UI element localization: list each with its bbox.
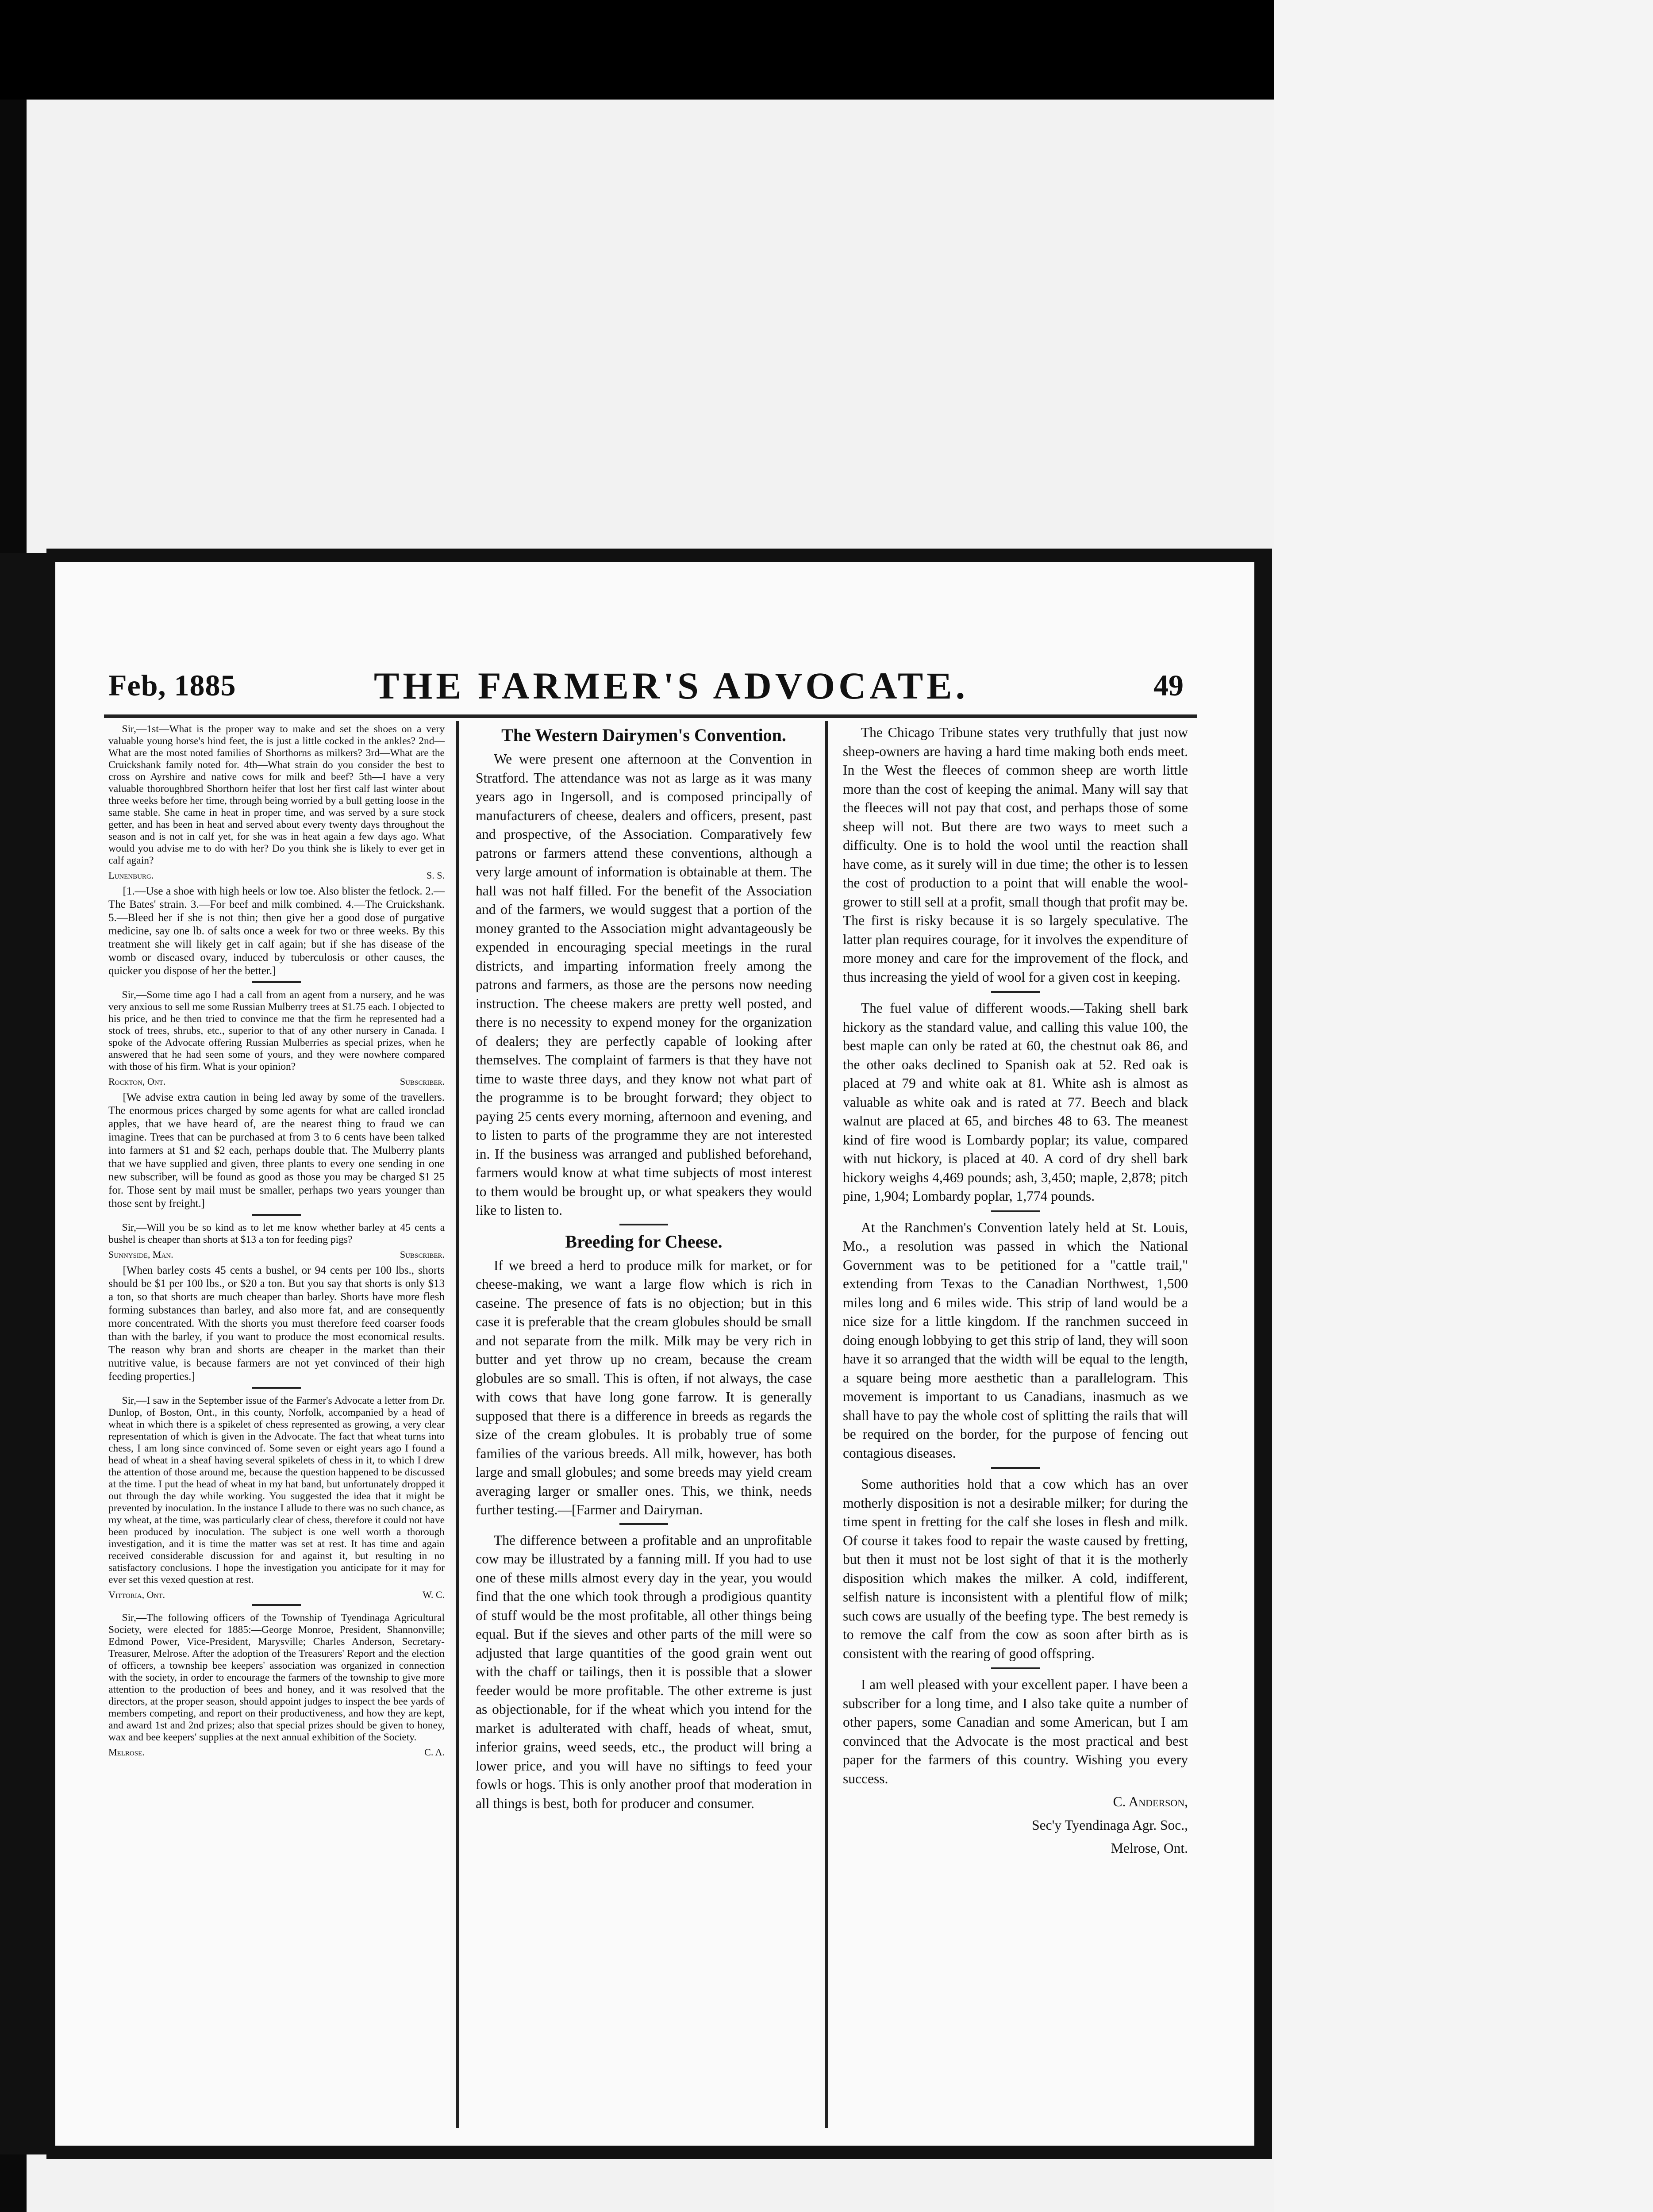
section-divider <box>991 1210 1040 1212</box>
article-paragraph: At the Ranchmen's Convention lately held at St. Louis, Mo., a resolution was passed in which the National Government was to be petitioned for a "cattle trail," extending from Texas to the Canadian Northwest, 1,500 miles long and 6 miles wide. This strip of land would be a nice size for a little kingdom. If the ranchmen succeed in doing enough lobbying to get this strip of land, they will soon have it so arranged that the width will be equal to the length, a square being more aesthetic than a parallelogram. This movement is important to us Canadians, inasmuch as we shall have to pay the whole cost of splitting the rails that will be required on the border, for the purpose of fencing out contagious diseases. <box>843 1219 1188 1461</box>
header-rule <box>104 714 1197 718</box>
signature-place: Vittoria, Ont. <box>108 1589 165 1600</box>
section-divider <box>619 1523 668 1525</box>
signature-place: Rockton, Ont. <box>108 1076 166 1087</box>
signature-name: S. S. <box>427 870 445 881</box>
letter-text: Sir,—I saw in the September issue of the Farmer's Advocate a letter from Dr. Dunlop, of Boston, Ont., in this county, Norfolk, accompanied by a head of wheat in which there is a spikelet of chess represented as growing, a very clear representation of which is given in the Advocate. The fact that wheat turns into chess, I am long since convinced of. Some seven or eight years ago I found a head of wheat in a sheaf having several spikelets of chess in it, to which I drew the attention of those around me, because the question happened to be discussed at the time. I put the head of wheat in my hat band, but unfortunately dropped it out through the day while working. You suggested the idea that it might be prevented by inoculation. In the instance I allude to there was no such chance, as my wheat, at the time, was particularly clear of chess, therefore it could not have been produced by inoculation. The subject is one well worth a thorough investigation, and it is time the matter was set at rest. It has time and again received considerable discussion for and against it, but resulting in no satisfactory conclusions. I hope the investigation you anticipate for it may for ever set this vexed question at rest. <box>108 1395 445 1586</box>
section-divider <box>619 1224 668 1225</box>
signature-name: Subscriber. <box>400 1249 445 1260</box>
signature-place: Melrose. <box>108 1747 145 1758</box>
section-divider <box>252 1604 301 1606</box>
section-divider <box>252 1214 301 1216</box>
page-header <box>108 664 1184 721</box>
column-rule-2 <box>825 721 828 2128</box>
masthead-title: THE FARMER'S ADVOCATE. <box>374 664 969 707</box>
signoff-name: C. Anderson, <box>1113 1794 1188 1809</box>
article-paragraph: If we breed a herd to produce milk for market, or for cheese-making, we want a large flow which is rich in caseine. The presence of fats is no objection; but in this case it is preferable that the cream globules should be small and not separate from the milk. Milk may be very rich in butter and yet throw up no cream, because the cream globules are so small. This is often, if not always, the case with cows that have long gone farrow. It is generally supposed that there is a difference in breeds as regards the size of the cream globules. It is probably true of some families of the various breeds. All milk, however, has both large and small globules; and some breeds may yield cream averaging larger or smaller ones. This, we think, needs further testing.—[Farmer and Dairyman. <box>476 1257 812 1517</box>
binding-shadow <box>0 553 46 2154</box>
article-headline: Breeding for Cheese. <box>565 1231 723 1252</box>
letter-text: Sir,—Some time ago I had a call from an agent from a nursery, and he was very anxious to sell me some Russian Mulberry trees at $1.75 each. I objected to his price, and he then tried to convince me that the firm he represented had a stock of trees, shrubs, etc., superior to that of any other nursery in Canada. I spoke of the Advocate offering Russian Mulberries as special prizes, when he answered that he had seen some of yours, and they were nowhere compared with those of his firm. What is your opinion? <box>108 989 445 1072</box>
section-divider <box>991 991 1040 993</box>
scan-top-shadow <box>0 0 1274 100</box>
article-paragraph: We were present one afternoon at the Convention in Stratford. The attendance was not as large as it was many years ago in Ingersoll, and is composed principally of manufacturers of cheese, dealers and officers, present, past and prospective, of the Association. Comparatively few patrons or farmers attend these conventions, although a very large amount of information is obtainable at them. The hall was not half filled. For the benefit of the Association and of the farmers, we would suggest that a portion of the money granted to the Association might advantageously be expended in encouraging special meetings in the rural districts, and imparting information freely among the patrons and farmers, as those are the persons now needing instruction. The cheese makers are pretty well posted, and there is no necessity to expend money for the organization of dealers; they are perfectly capable of looking after themselves. The complaint of farmers is that they have not time to waste three days, and they know not what part of the programme is to be brought forward; they object to paying 25 cents every morning, afternoon and evening, and to listen to parts of the programme they are not interested in. If the business was arranged and published beforehand, farmers would know at what time subjects of most interest to them would be brought up, or what speakers they would like to listen to. <box>476 751 812 1218</box>
article-paragraph: Some authorities hold that a cow which has an over motherly disposition is not a desirable milker; for during the time spent in fretting for the calf she loses in flesh and milk. Of course it takes food to repair the waste caused by fretting, but then it must not be lost sight of that it is the motherly disposition which makes the milker. A cold, indifferent, selfish nature is inconsistent with a plentiful flow of milk; such cows are usually of the beefing type. The best remedy is to remove the calf from the cow as soon after birth as is consistent with the rearing of good offspring. <box>843 1476 1188 1661</box>
issue-date: Feb, 1885 <box>108 668 236 702</box>
letter-signature <box>108 1746 445 1758</box>
signature-place: Sunnyside, Man. <box>108 1249 173 1260</box>
editor-reply: [1.—Use a shoe with high heels or low toe. Also blister the fetlock. 2.—The Bates' strain. 3.—For beef and milk combined. 4.—The Cruickshank. 5.—Bleed her if she is not thin; then give her a good dose of purgative medicine, say one lb. of salts once a week for two or three weeks. By this treatment she will likely get in calf again; but if she has disease of the womb or diseased ovary, induced by tuberculosis or other causes, the quicker you dispose of her the better.] <box>108 885 445 977</box>
letter-text: Sir,—The following officers of the Township of Tyendinaga Agricultural Society, were elected for 1885:—George Monroe, President, Shannonville; Edmond Power, Vice-President, Marysville; Charles Anderson, Secretary-Treasurer, Melrose. After the adoption of the Treasurers' Report and the election of officers, a township bee keepers' association was organized in connection with the society, in order to encourage the farmers of the township to give more attention to the production of bees and honey, and it was resolved that the directors, at the proper season, should appoint judges to inspect the bee yards of members competing, and report on their productiveness, and how they are kept, and award 1st and 2nd prizes; also that special prizes should be given to honey, wax and bee keepers' supplies at the next annual exhibition of the Society. <box>108 1612 445 1743</box>
column-rule-1 <box>456 721 459 2128</box>
letter-signature <box>108 1589 445 1601</box>
section-divider <box>252 981 301 983</box>
signature-place: Lunenburg. <box>108 870 154 881</box>
scan-paper-right <box>1274 0 1653 2212</box>
article-headline: The Western Dairymen's Convention. <box>501 725 786 745</box>
page-number: 49 <box>1153 668 1184 702</box>
article-paragraph: I am well pleased with your excellent paper. I have been a subscriber for a long time, and I also take quite a number of other papers, some Canadian and some American, but I am convinced that the Advocate is the most practical and best paper for the farmers of this country. Wishing you every success. <box>843 1677 1188 1786</box>
column-miscellany <box>843 723 1188 2139</box>
article-paragraph: The Chicago Tribune states very truthfully that just now sheep-owners are having a hard time making both ends meet. In the West the fleeces of common sheep are worth little more than the cost of keeping the animal. Many will say that the fleeces will not pay that cost, and perhaps those of some sheep will not. But there are two ways to meet such a difficulty. One is to hold the wool until the reaction shall have come, as it surely will in due time; the other is to lessen the cost of production to a point that will enable the wool-grower to still sell at a profit, small though that profit may be. The first is risky because it is so largely speculative. The latter plan requires courage, for it involves the expenditure of more money and care for the improvement of the flock, and thus increasing the yield of wool for a given cost in keeping. <box>843 725 1188 985</box>
letter-text: Sir,—1st—What is the proper way to make and set the shoes on a very valuable young horse's hind feet, the is just a little cocked in the ankles? 2nd—What are the most noted families of Shorthorns as milkers? 3rd—What are the Cruickshank family noted for. 4th—What strain do you consider the best to cross on Ayrshire and native cows for milk and beef? 5th—I have a very valuable thoroughbred Shorthorn heifer that lost her first calf last winter about three weeks before her time, through being worried by a bull getting loose in the same stable. She came in heat in proper time, and was served by a sure stock getter, and has been in heat and served about every twenty days throughout the season and is not in calf yet, for she was in heat again a few days ago. What would you advise me to do with her? Do you think she is likely to ever get in calf again? <box>108 723 445 866</box>
letter-text: Sir,—Will you be so kind as to let me know whether barley at 45 cents a bushel is cheaper than shorts at $13 a ton for feeding pigs? <box>108 1222 445 1245</box>
article-paragraph: The fuel value of different woods.—Taking shell bark hickory as the standard value, and calling this value 100, the best maple can only be rated at 60, the chestnut oak 86, and the other oaks declined to Spanish oak at 52. Red oak is placed at 79 and white oak at 81. White ash is almost as valuable as white oak and is rated at 77. Beech and black walnut are placed at 65, and birches 48 to 63. The meanest kind of fire wood is Lombardy poplar; its value, compared with nut hickory, is placed at 40. A cord of dry shell bark hickory weighs 4,469 pounds; ash, 3,450; maple, 2,878; pitch pine, 1,904; Lombardy poplar, 1,774 pounds. <box>843 1000 1188 1204</box>
signoff-place: Melrose, Ont. <box>1111 1840 1188 1856</box>
editor-reply: [We advise extra caution in being led away by some of the travellers. The enormous prices charged by some agents for what are called ironclad apples, that we have heard of, are the nearest thing to fraud we can imagine. Trees that can be purchased at from 3 to 6 cents have been talked into farmers at $1 and $2 each, perhaps double that. The Mulberry plants that we have supplied and given, three plants to every one sending in one new subscriber, will be found as good as those you may be charged $1 25 for. Those sent by mail must be smaller, perhaps two years younger than those sent by freight.] <box>108 1091 445 1210</box>
signature-name: C. A. <box>424 1747 445 1758</box>
letter-signature <box>108 869 445 881</box>
signature-name: W. C. <box>423 1589 445 1600</box>
newspaper-page <box>46 549 1272 2159</box>
section-divider <box>991 1467 1040 1469</box>
signature-name: Subscriber. <box>400 1076 445 1087</box>
letter-signature <box>108 1075 445 1087</box>
signoff-title: Sec'y Tyendinaga Agr. Soc., <box>1032 1817 1188 1833</box>
letter-signature <box>108 1248 445 1260</box>
section-divider <box>991 1667 1040 1669</box>
column-correspondence <box>108 723 445 2139</box>
editor-reply: [When barley costs 45 cents a bushel, or 94 cents per 100 lbs., shorts should be $1 per 100 lbs., or $20 a ton. But you say that shorts is only $13 a ton, so that shorts are much cheaper than barley. Shorts have more flesh forming substances than barley, and also more fat, and are consequently more concentrated. With the shorts you must therefore feed coarser foods than with the barley, if you want to produce the most economical results. The reason why bran and shorts are cheaper in the market than their nutritive value, is because farmers are not yet convinced of their high feeding properties.] <box>108 1264 445 1382</box>
article-paragraph: The difference between a profitable and an unprofitable cow may be illustrated by a fanning mill. If you had to use one of these mills almost every day in the year, you would find that the one which took through a prodigious quantity of stuff would be the most profitable, all other things being equal. But if the sieves and other parts of the mill were so adjusted that large quantities of the good grain went out with the chaff or tailings, then it is possible that a slower feeder would be more profitable. The other extreme is just as objectionable, for if the wheat which you intend for the market is adulterated with chaff, heads of wheat, smut, inferior grains, weed seeds, etc., the product will bring a lower price, and you will have no siftings to feed your fowls or hogs. This is only another proof that moderation in all things is best, both for producer and consumer. <box>476 1532 812 1811</box>
section-divider <box>252 1387 301 1389</box>
column-dairy <box>476 723 812 2139</box>
